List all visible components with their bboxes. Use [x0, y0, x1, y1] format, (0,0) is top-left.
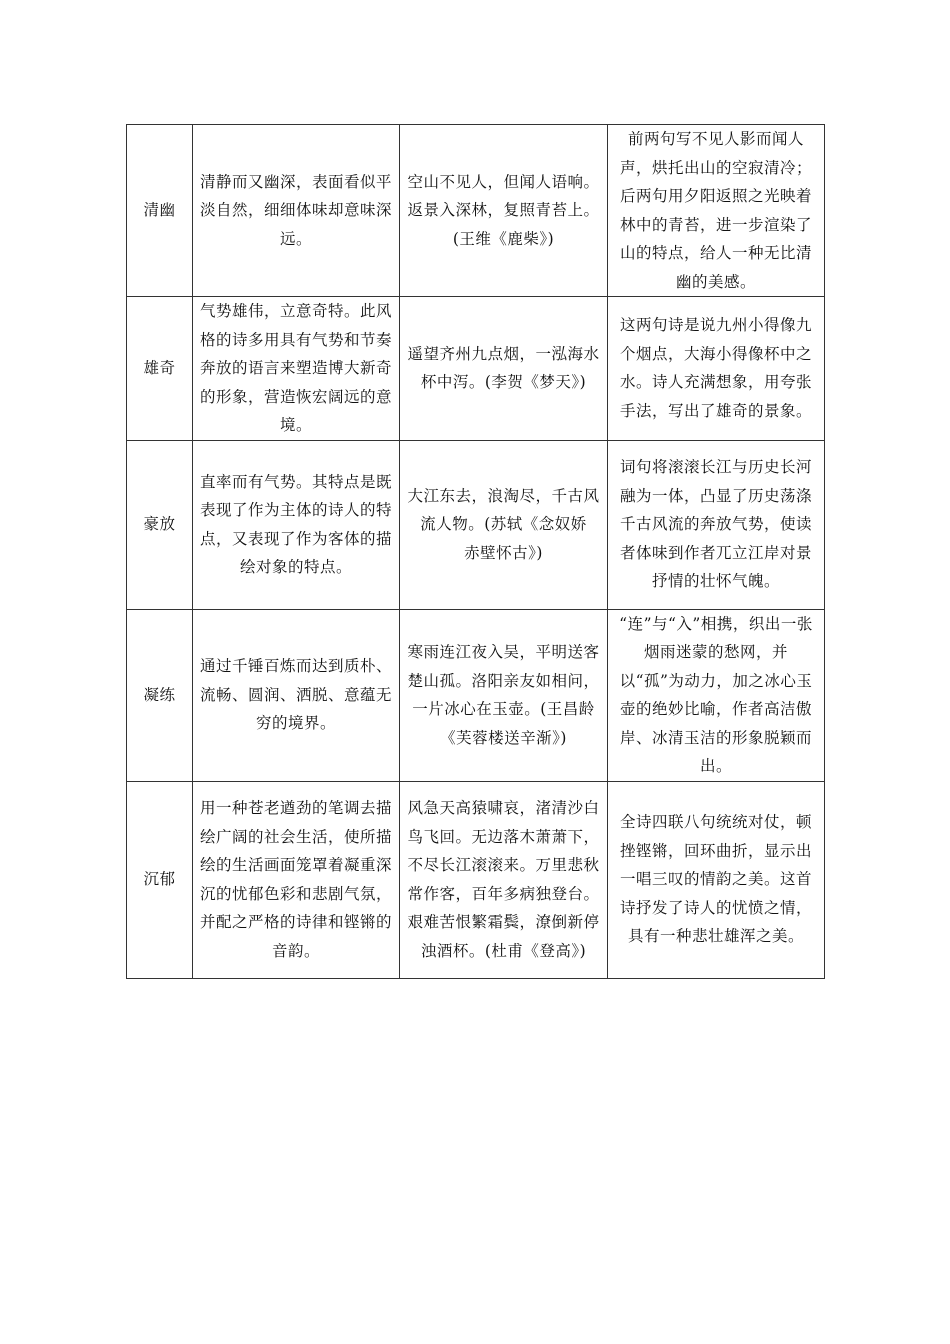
style-name-cell: 沉郁	[127, 781, 193, 978]
analysis-cell: “连”与“入”相携，织出一张烟雨迷蒙的愁网，并以“孤”为动力，加之冰心玉壶的绝妙比喻，作者高洁傲岸、冰清玉洁的形象脱颖而出。	[608, 609, 825, 781]
poem-example-cell: 寒雨连江夜入吴，平明送客楚山孤。洛阳亲友如相问，一片冰心在玉壶。(王昌龄《芙蓉楼送辛渐》)	[400, 609, 608, 781]
style-name-cell: 清幽	[127, 125, 193, 297]
analysis-cell: 词句将滚滚长江与历史长河融为一体，凸显了历史荡涤千古风流的奔放气势，使读者体味到作者兀立江岸对景抒情的壮怀气魄。	[608, 440, 825, 609]
table-row	[127, 609, 825, 781]
style-description-cell: 直率而有气势。其特点是既表现了作为主体的诗人的特点，又表现了作为客体的描绘对象的特点。	[193, 440, 400, 609]
style-name-cell: 凝练	[127, 609, 193, 781]
table-row	[127, 440, 825, 609]
analysis-cell: 前两句写不见人影而闻人声，烘托出山的空寂清冷；后两句用夕阳返照之光映着林中的青苔，进一步渲染了山的特点，给人一种无比清幽的美感。	[608, 125, 825, 297]
poem-example-cell: 空山不见人，但闻人语响。返景入深林，复照青苔上。(王维《鹿柴》)	[400, 125, 608, 297]
style-description-cell: 气势雄伟，立意奇特。此风格的诗多用具有气势和节奏奔放的语言来塑造博大新奇的形象，营造恢宏阔远的意境。	[193, 297, 400, 441]
style-name-cell: 豪放	[127, 440, 193, 609]
table-row	[127, 297, 825, 441]
poem-example-cell: 大江东去，浪淘尽，千古风流人物。(苏轼《念奴娇 赤壁怀古》)	[400, 440, 608, 609]
analysis-cell: 全诗四联八句统统对仗，顿挫铿锵，回环曲折，显示出一唱三叹的情韵之美。这首诗抒发了诗人的忧愤之情，具有一种悲壮雄浑之美。	[608, 781, 825, 978]
style-name-cell: 雄奇	[127, 297, 193, 441]
analysis-cell: 这两句诗是说九州小得像九个烟点，大海小得像杯中之水。诗人充满想象，用夸张手法，写出了雄奇的景象。	[608, 297, 825, 441]
poem-example-cell: 风急天高猿啸哀，渚清沙白鸟飞回。无边落木萧萧下，不尽长江滚滚来。万里悲秋常作客，百年多病独登台。艰难苦恨繁霜鬓，潦倒新停浊酒杯。(杜甫《登高》)	[400, 781, 608, 978]
table-row	[127, 781, 825, 978]
style-description-cell: 清静而又幽深，表面看似平淡自然，细细体味却意味深远。	[193, 125, 400, 297]
table-row	[127, 125, 825, 297]
style-description-cell: 用一种苍老遒劲的笔调去描绘广阔的社会生活，使所描绘的生活画面笼罩着凝重深沉的忧郁色彩和悲剧气氛，并配之严格的诗律和铿锵的音韵。	[193, 781, 400, 978]
poetry-style-table	[126, 124, 825, 979]
poem-example-cell: 遥望齐州九点烟，一泓海水杯中泻。(李贺《梦天》)	[400, 297, 608, 441]
style-description-cell: 通过千锤百炼而达到质朴、流畅、圆润、洒脱、意蕴无穷的境界。	[193, 609, 400, 781]
